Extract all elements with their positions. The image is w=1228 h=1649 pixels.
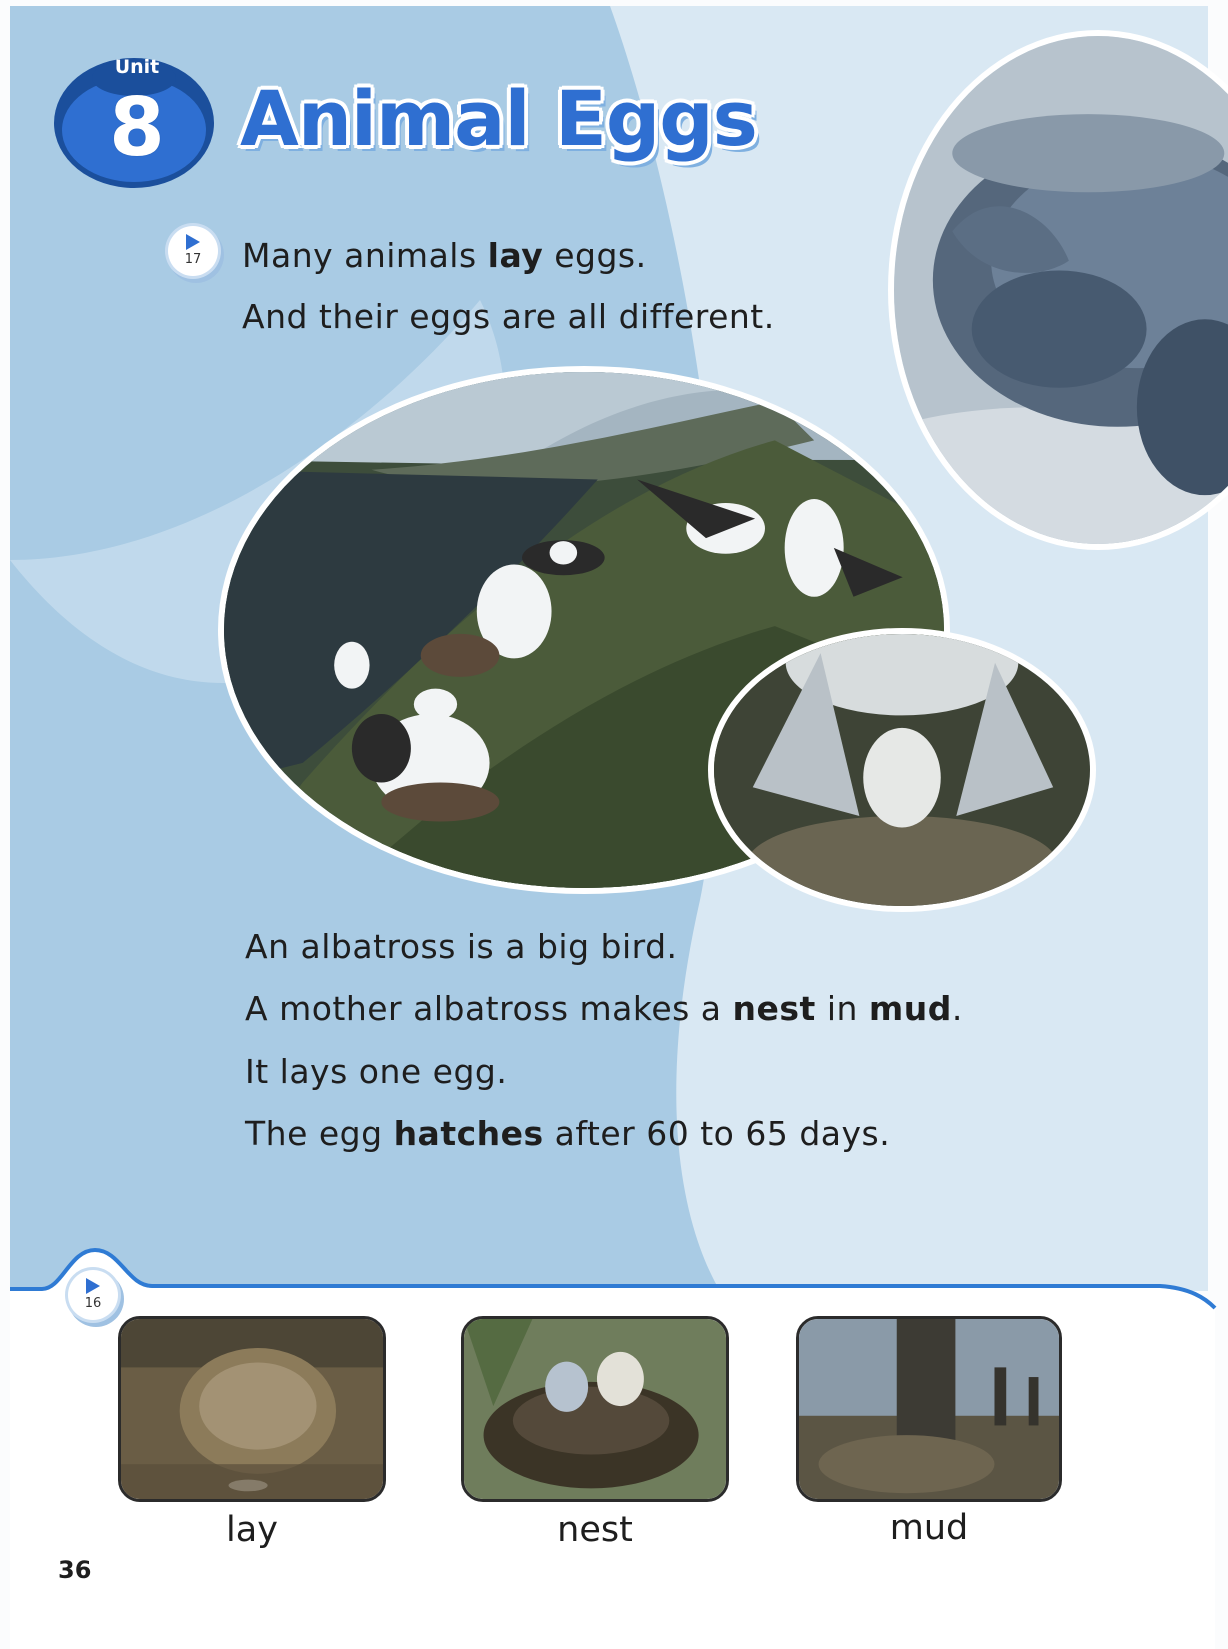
vocab-image-nest bbox=[461, 1316, 729, 1502]
audio-track-number: 17 bbox=[184, 252, 202, 267]
albatross-egg-photo bbox=[708, 628, 1096, 912]
intro-line-1: Many animals lay eggs. bbox=[242, 236, 647, 275]
page-title: Animal Eggs bbox=[240, 74, 757, 163]
vocab-caption-lay: lay bbox=[226, 1510, 278, 1550]
vocab-word-lay: lay bbox=[487, 236, 544, 275]
unit-badge bbox=[52, 50, 222, 190]
vocab-caption-nest: nest bbox=[557, 1510, 633, 1550]
vocab-word-mud: mud bbox=[868, 989, 952, 1028]
vocab-image-lay bbox=[118, 1316, 386, 1502]
vocab-caption-mud: mud bbox=[889, 1508, 969, 1548]
audio-play-button[interactable] bbox=[168, 226, 218, 276]
vocab-image-mud bbox=[796, 1316, 1062, 1502]
body-line-3: It lays one egg. bbox=[245, 1052, 508, 1091]
body-line-2: A mother albatross makes a nest in mud. bbox=[245, 989, 963, 1028]
vocab-word-hatches: hatches bbox=[393, 1114, 544, 1153]
audio-track-number: 16 bbox=[84, 1296, 102, 1311]
play-icon bbox=[186, 234, 200, 250]
intro-line-2: And their eggs are all different. bbox=[242, 297, 775, 336]
play-icon bbox=[86, 1278, 100, 1294]
unit-number: 8 bbox=[109, 81, 165, 174]
body-line-4: The egg hatches after 60 to 65 days. bbox=[245, 1114, 891, 1153]
vocab-audio-button[interactable] bbox=[68, 1270, 118, 1320]
page-number: 36 bbox=[58, 1556, 92, 1584]
unit-label: Unit bbox=[114, 56, 160, 78]
vocab-word-nest: nest bbox=[732, 989, 816, 1028]
body-line-1: An albatross is a big bird. bbox=[245, 927, 678, 966]
